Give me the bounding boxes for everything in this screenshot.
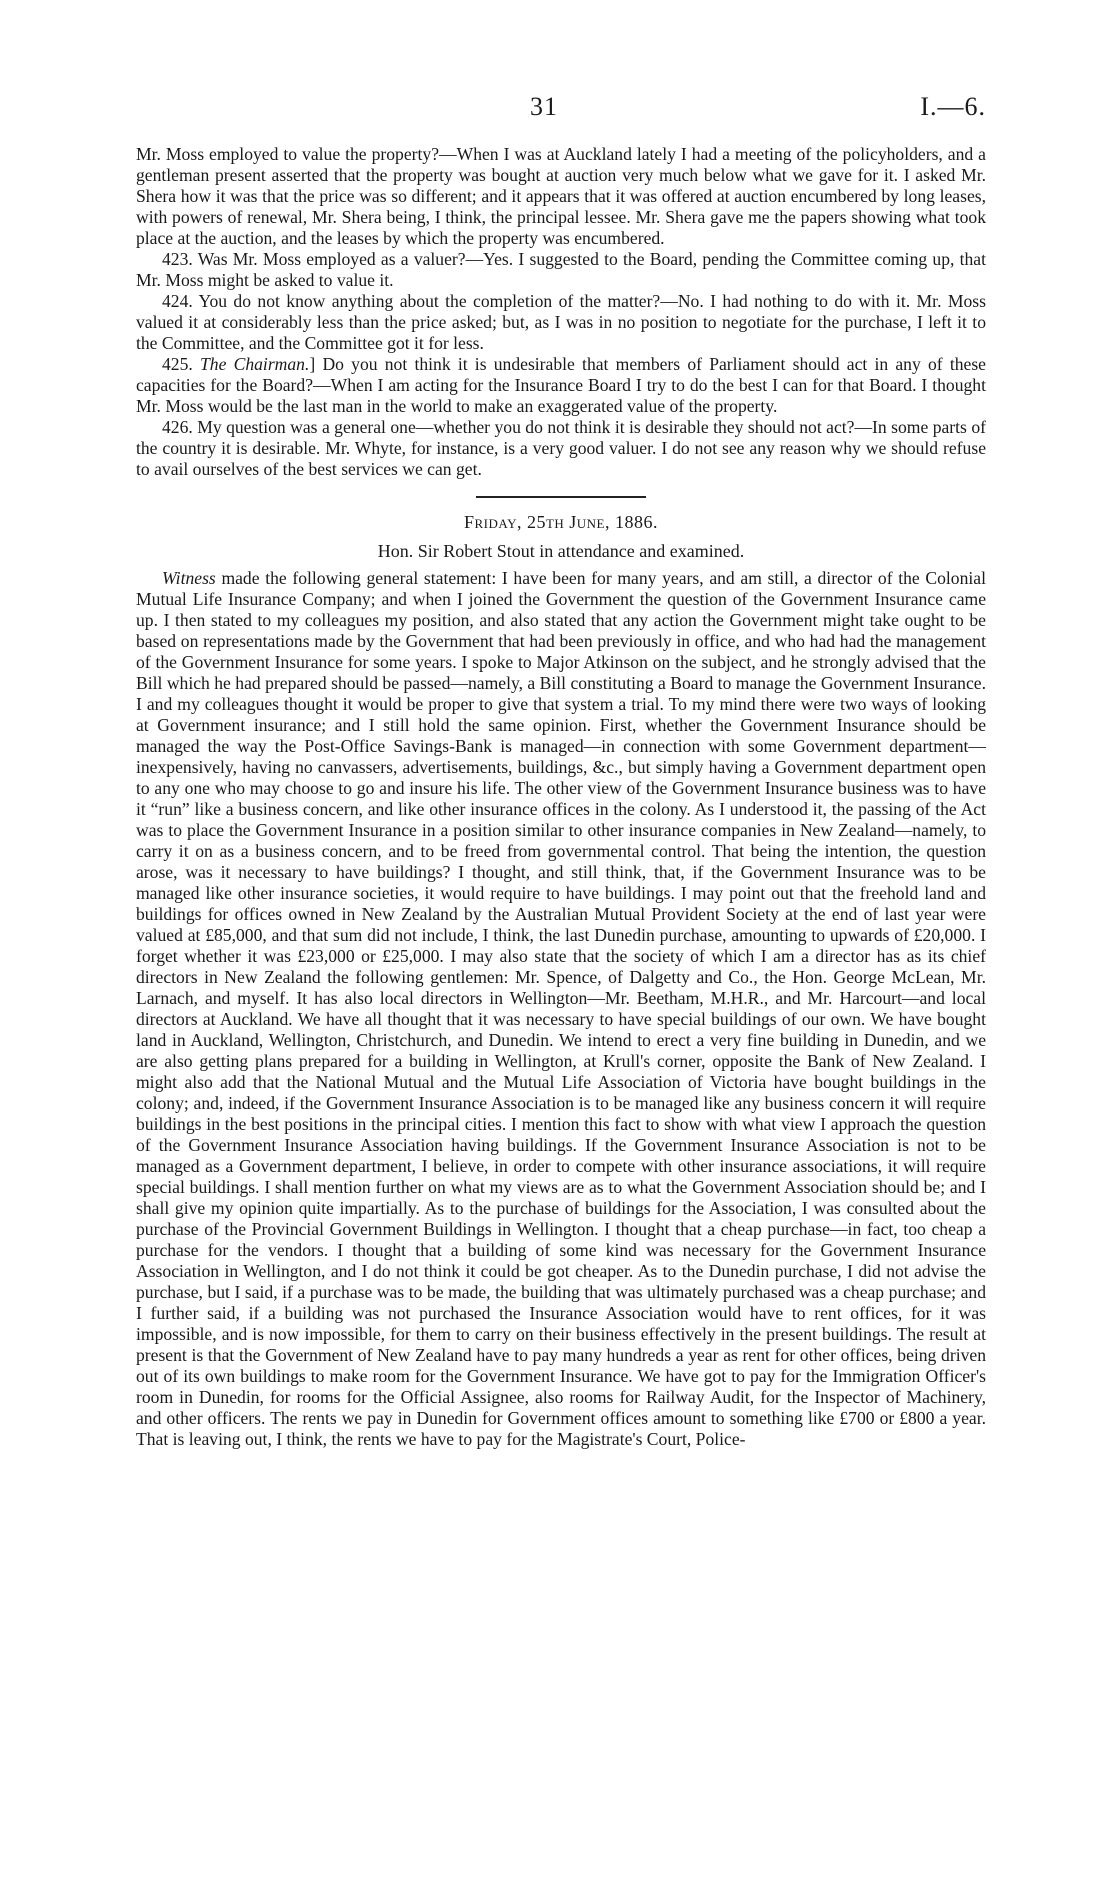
witness-statement	[136, 568, 986, 1450]
session-date: Friday, 25th June, 1886.	[463, 512, 659, 532]
question-426: 426. My question was a general one—whether you do not think it is desirable they should not act?—In some parts of the country it is desirable. Mr. Whyte, for instance, is a very good valuer. I do not see any reason why we should refuse to avail ourselves of the best services we can get.	[136, 417, 986, 479]
statement-lead: Witness	[162, 568, 216, 588]
paragraph-continuation: Mr. Moss employed to value the property?—When I was at Auckland lately I had a meeting of the policyholders, and a gentleman present asserted that the property was bought at auction very much below what we gave for it. I asked Mr. Shera how it was that the price was so different; and it appears that it was offered at auction encumbered by long leases, with powers of renewal, Mr. Shera being, I think, the principal lessee. Mr. Shera gave me the papers showing what took place at the auction, and the leases by which the property was encumbered.	[136, 144, 986, 248]
document-reference: I.—6.	[920, 92, 986, 121]
statement-text: made the following general statement: I have been for many years, and am still, a director of the Colonial Mutual Life Insurance Company; and when I joined the Government the question of the Government Insurance came up. I then stated to my colleagues my position, and also stated that any action the Government might take ought to be based on representations made by the Government that had been previously in office, and who had had the management of the Government Insurance for some years. I spoke to Major Atkinson on the subject, and he strongly advised that the Bill which he had prepared should be passed—namely, a Bill constituting a Board to manage the Government Insurance. I and my colleagues thought it would be proper to give that system a trial. To my mind there were two ways of looking at Government insurance; and I still hold the same opinion. First, whether the Government Insurance should be managed the way the Post-Office Savings-Bank is managed—in connection with some Government department—inexpensively, having no canvassers, advertisements, buildings, &c., but simply having a Government department open to any one who may choose to go and insure his life. The other view of the Government Insurance business was to have it “run” like a business concern, and like other insurance offices in the colony. As I understood it, the passing of the Act was to place the Government Insurance in a position similar to other insurance companies in New Zealand—namely, to carry it on as a business concern, and to be freed from governmental control. That being the intention, the question arose, was it necessary to have buildings? I thought, and still think, that, if the Government Insurance was to be managed like other insurance societies, it would require to have buildings. I may point out that the freehold land and buildings for offices owned in New Zealand by the Australian Mutual Provident Society at the end of last year were valued at £85,000, and that sum did not include, I think, the last Dunedin purchase, amounting to upwards of £20,000. I forget whether it was £23,000 or £25,000. I may also state that the society of which I am a director has as its chief directors in New Zealand the following gentlemen: Mr. Spence, of Dalgetty and Co., the Hon. George McLean, Mr. Larnach, and myself. It has also local directors in Wellington—Mr. Beetham, M.H.R., and Mr. Harcourt—and local directors at Auckland. We have all thought that it was necessary to have special buildings of our own. We have bought land in Auckland, Wellington, Christchurch, and Dunedin. We intend to erect a very fine building in Dunedin, and we are also getting plans prepared for a building in Wellington, at Krull's corner, opposite the Bank of New Zealand. I might also add that the National Mutual and the Mutual Life Association of Victoria have bought buildings in the colony; and, indeed, if the Government Insurance Association is to be managed like any business concern it will require buildings in the best positions in the principal cities. I mention this fact to show with what view I approach the question of the Government Insurance Association having buildings. If the Government Insurance Association is not to be managed as a Government department, I believe, in order to compete with other insurance associations, it will require special buildings. I shall mention further on what my views are as to what the Government Association should be; and I shall give my opinion quite impartially. As to the purchase of buildings for the Association, I was consulted about the purchase of the Provincial Government Buildings in Wellington. I thought that a cheap purchase—in fact, too cheap a purchase for the vendors. I thought that a building of some kind was necessary for the Government Insurance Association in Wellington, and I do not think it could be got cheaper. As to the Dunedin purchase, I did not advise the purchase, but I said, if a purchase was to be made, the building that was ultimately purchased was a cheap purchase; and I further said, if a building was not purchased the Insurance Association would have to rent offices, for it was impossible, and is now impossible, for them to carry on their business effectively in the present buildings. The result at present is that the Government of New Zealand have to pay many hundreds a year as rent for other offices, being driven out of its own buildings to make room for the Government Insurance. We have got to pay for the Immigration Officer's room in Dunedin, for rooms for the Official Assignee, also rooms for Railway Audit, for the Inspector of Machinery, and other officers. The rents we pay in Dunedin for Government offices amount to something like £700 or £800 a year. That is leaving out, I think, the rents we have to pay for the Magistrate's Court, Police-	[136, 568, 986, 1449]
witness-heading: Hon. Sir Robert Stout in attendance and examined.	[377, 541, 745, 561]
page-header	[0, 92, 1114, 132]
section-divider	[476, 496, 646, 498]
question-number: 425.	[162, 354, 200, 374]
question-423: 423. Was Mr. Moss employed as a valuer?—Yes. I suggested to the Board, pending the Committee coming up, that Mr. Moss might be asked to value it.	[136, 249, 986, 290]
question-text: ] Do you not think it is undesirable that members of Parliament should act in any of these capacities for the Board?—When I am acting for the Insurance Board I try to do the best I can for that Board. I thought Mr. Moss would be the last man in the world to make an exaggerated value of the property.	[136, 354, 986, 416]
document-body	[136, 144, 986, 1450]
question-425	[136, 354, 986, 417]
page-number: 31	[530, 92, 558, 121]
question-424: 424. You do not know anything about the completion of the matter?—No. I had nothing to do with it. Mr. Moss valued it at considerably less than the price asked; but, as I was in no position to negotiate for the purchase, I left it to the Committee, and the Committee got it for less.	[136, 291, 986, 353]
speaker-name: The Chairman.	[200, 354, 310, 374]
